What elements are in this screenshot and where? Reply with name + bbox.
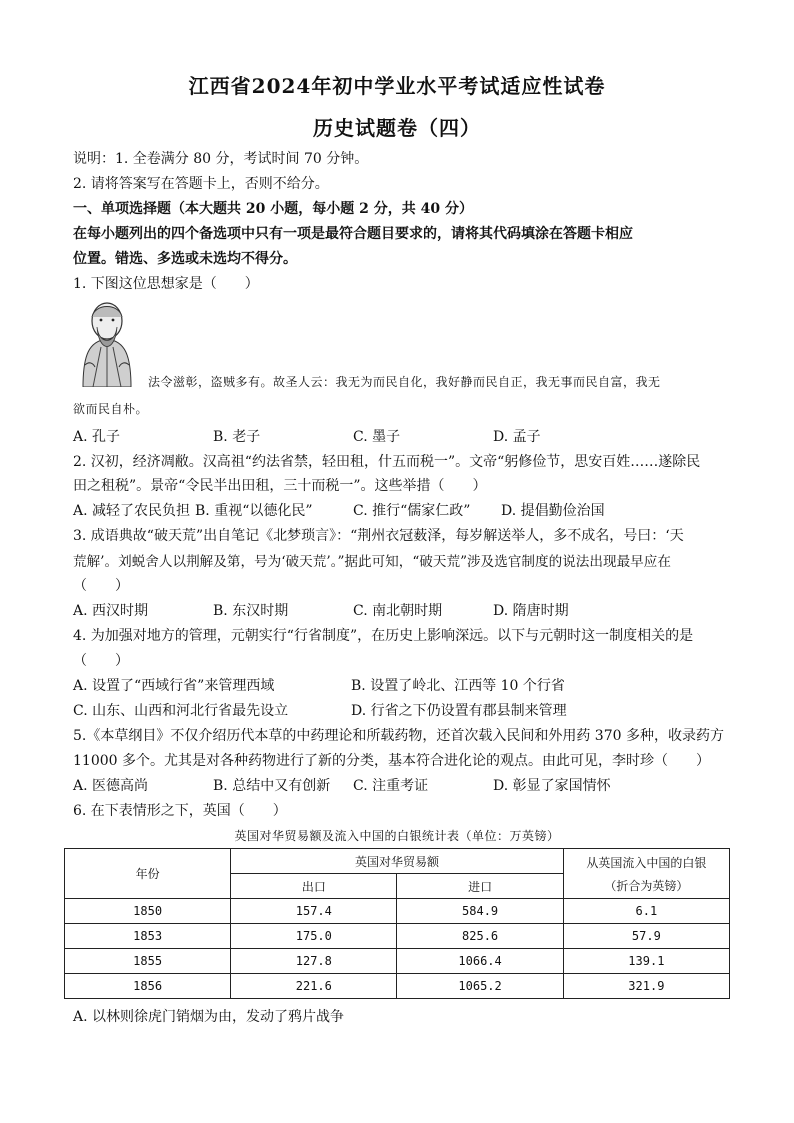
trade-silver-table (64, 848, 730, 999)
th-trade: 英国对华贸易额 (231, 849, 564, 874)
q1-option-d[interactable]: D. 孟子 (493, 429, 541, 445)
q3-option-c[interactable]: C. 南北朝时期 (353, 603, 443, 619)
th-silver (563, 849, 729, 899)
th-import: 进口 (397, 874, 563, 899)
q1-option-b[interactable]: B. 老子 (213, 429, 261, 445)
cell-export: 221.6 (231, 974, 397, 999)
q4-option-d[interactable]: D. 行省之下仍设置有郡县制来管理 (351, 703, 567, 719)
q2-stem-line-1: 2. 汉初，经济凋敝。汉高祖“约法省禁，轻田租，什五而税一”。文帝“躬修俭节，思安百姓……遂除民 (73, 454, 701, 470)
th-year: 年份 (65, 849, 231, 899)
cell-silver: 6.1 (563, 899, 729, 924)
q3-option-d[interactable]: D. 隋唐时期 (493, 603, 569, 619)
th-silver-line-1: 从英国流入中国的白银 (586, 855, 707, 870)
q5-stem-line-1: 5.《本草纲目》不仅介绍历代本草的中药理论和所载药物，还首次载入民间和外用药 370 多种，收录药方 (73, 728, 724, 744)
cell-import: 1065.2 (397, 974, 563, 999)
q1-quote-line-1: 法令滋彰，盗贼多有。故圣人云：我无为而民自化，我好静而民自正，我无事而民自富，我无 (148, 375, 661, 389)
cell-year: 1853 (65, 924, 231, 949)
th-silver-line-2: （折合为英镑） (604, 878, 689, 893)
q2-options (73, 500, 605, 520)
table-caption: 英国对华贸易额及流入中国的白银统计表（单位：万英镑） (234, 829, 560, 843)
q4-stem-line-1: 4. 为加强对地方的管理，元朝实行“行省制度”，在历史上影响深远。以下与元朝时这一制度相关的是 (73, 628, 694, 644)
q5-option-b[interactable]: B. 总结中又有创新 (213, 778, 331, 794)
q2-option-d[interactable]: D. 提倡勤俭治国 (501, 503, 605, 519)
cell-silver: 139.1 (563, 949, 729, 974)
q3-stem-line-2: 荒解’。刘蜕舍人以荆解及第，号为‘破天荒’。”据此可知，“破天荒”涉及选官制度的说法出现最早应在 (73, 554, 671, 570)
q5-option-c[interactable]: C. 注重考证 (353, 778, 429, 794)
q6-option-a[interactable]: A. 以林则徐虎门销烟为由，发动了鸦片战争 (73, 1009, 345, 1025)
th-export: 出口 (231, 874, 397, 899)
q3-option-b[interactable]: B. 东汉时期 (213, 603, 289, 619)
q5-options (73, 775, 611, 795)
section-heading: 一、单项选择题（本大题共 20 小题，每小题 2 分，共 40 分） (73, 201, 473, 217)
cell-year: 1850 (65, 899, 231, 924)
q2-stem-line-2: 田之租税”。景帝“令民半出田租，三十而税一”。这些举措（ ） (73, 478, 487, 494)
thinker-portrait-image (75, 295, 139, 387)
cell-import: 825.6 (397, 924, 563, 949)
q4-option-c[interactable]: C. 山东、山西和河北行省最先设立 (73, 703, 289, 719)
q3-stem-line-3: （ ） (73, 578, 129, 594)
cell-import: 1066.4 (397, 949, 563, 974)
q1-quote-line-2: 欲而民自朴。 (73, 402, 149, 416)
section-note-2: 位置。错选、多选或未选均不得分。 (73, 251, 297, 267)
q4-options-row-1 (73, 675, 565, 695)
q5-option-a[interactable]: A. 医德高尚 (73, 778, 149, 794)
q1-options (73, 426, 541, 446)
q1-option-c[interactable]: C. 墨子 (353, 429, 401, 445)
table-row (65, 899, 730, 924)
q6-stem: 6. 在下表情形之下，英国（ ） (73, 803, 287, 819)
q5-option-d[interactable]: D. 彰显了家国情怀 (493, 778, 611, 794)
table-row (65, 974, 730, 999)
exam-subtitle: 历史试题卷（四） (313, 116, 481, 140)
table-row (65, 924, 730, 949)
exam-title: 江西省2024年初中学业水平考试适应性试卷 (188, 74, 606, 98)
cell-silver: 57.9 (563, 924, 729, 949)
q2-option-b[interactable]: B. 重视“以德化民” (195, 503, 313, 519)
q3-stem-line-1: 3. 成语典故“破天荒”出自笔记《北梦琐言》：“荆州衣冠薮泽，每岁解送举人，多不成名，号曰：‘天 (73, 528, 684, 544)
q1-option-a[interactable]: A. 孔子 (73, 429, 121, 445)
q3-options (73, 600, 569, 620)
instruction-line-1: 说明：1. 全卷满分 80 分，考试时间 70 分钟。 (73, 151, 369, 167)
q4-options-row-2 (73, 700, 567, 720)
table-row (65, 949, 730, 974)
q5-stem-line-2: 11000 多个。尤其是对各种药物进行了新的分类，基本符合进化论的观点。由此可见，李时珍（ ） (73, 753, 710, 769)
cell-export: 157.4 (231, 899, 397, 924)
q4-stem-line-2: （ ） (73, 653, 129, 669)
cell-import: 584.9 (397, 899, 563, 924)
section-note-1: 在每小题列出的四个备选项中只有一项是最符合题目要求的，请将其代码填涂在答题卡相应 (73, 226, 633, 242)
cell-year: 1856 (65, 974, 231, 999)
instruction-line-2: 2. 请将答案写在答题卡上，否则不给分。 (73, 176, 329, 192)
q3-option-a[interactable]: A. 西汉时期 (73, 603, 149, 619)
q4-option-a[interactable]: A. 设置了“西域行省”来管理西域 (73, 678, 275, 694)
cell-export: 127.8 (231, 949, 397, 974)
q2-option-a[interactable]: A. 减轻了农民负担 (73, 503, 191, 519)
cell-export: 175.0 (231, 924, 397, 949)
q4-option-b[interactable]: B. 设置了岭北、江西等 10 个行省 (351, 678, 565, 694)
q1-stem: 1. 下图这位思想家是（ ） (73, 276, 259, 292)
cell-year: 1855 (65, 949, 231, 974)
cell-silver: 321.9 (563, 974, 729, 999)
q2-option-c[interactable]: C. 推行“儒家仁政” (353, 503, 471, 519)
